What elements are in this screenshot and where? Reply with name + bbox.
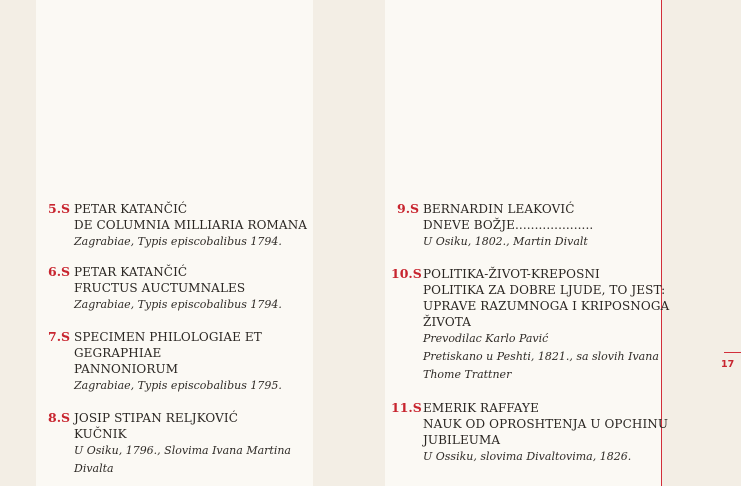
entry-imprint: Pretiskano u Peshti, 1821., sa slovih Ivana [423,350,659,363]
entry-imprint: Zagrabiae, Typis episcobalibus 1794. [74,298,282,311]
entry-number: 7.S [48,329,71,344]
entry-number: 6.S [48,264,71,279]
entry-imprint: Zagrabiae, Typis episcobalibus 1794. [74,235,282,248]
page-number-rule [724,352,741,353]
entry-author: JOSIP STIPAN RELJKOVIĆ [74,411,239,425]
entry-title: FRUCTUS AUCTUMNALES [74,281,246,295]
entry-number: 9.S [397,201,420,216]
entry-title-line: JUBILEUMA [423,433,501,447]
entry-imprint: U Osiku, 1802., Martin Divalt [423,235,588,248]
entry-imprint: U Osiku, 1796., Slovima Ivana Martina [74,444,291,457]
entry-author: PETAR KATANČIĆ [74,202,188,216]
entry-number: 8.S [48,410,71,425]
entry-title: KUČNIK [74,427,127,441]
entry-title-line: UPRAVE RAZUMNOGA I KRIPOSNOGA [423,299,670,313]
entry-number: 10.S [391,266,422,281]
entry-title-line: GEGRAPHIAE [74,346,162,360]
entry-number: 5.S [48,201,71,216]
entry-title-line: PANNONIORUM [74,362,179,376]
entry-title-line: POLITIKA ZA DOBRE LJUDE, TO JEST: [423,283,666,297]
entry-imprint: Divalta [74,462,114,475]
entry-number: 11.S [391,400,422,415]
entry-imprint: U Ossiku, slovima Divaltovima, 1826. [423,450,632,463]
entry-title-line: SPECIMEN PHILOLOGIAE ET [74,330,262,344]
entry-title: DNEVE BOŽJE.................... [423,218,594,232]
entry-title-line: POLITIKA-ŽIVOT-KREPOSNI [423,267,600,281]
entry-author: EMERIK RAFFAYE [423,401,539,415]
entry-author: BERNARDIN LEAKOVIĆ [423,202,575,216]
page-number: 17 [721,359,735,370]
entry-title-line: ŽIVOTA [423,315,471,329]
entry-imprint: Thome Trattner [423,368,512,381]
entry-imprint: Zagrabiae, Typis episcobalibus 1795. [74,379,282,392]
entry-author: PETAR KATANČIĆ [74,265,188,279]
entry-title: DE COLUMNIA MILLIARIA ROMANA [74,218,308,232]
entry-title-line: NAUK OD OPROSHTENJA U OPCHINU [423,417,669,431]
entry-translator: Prevodilac Karlo Pavić [423,332,549,345]
